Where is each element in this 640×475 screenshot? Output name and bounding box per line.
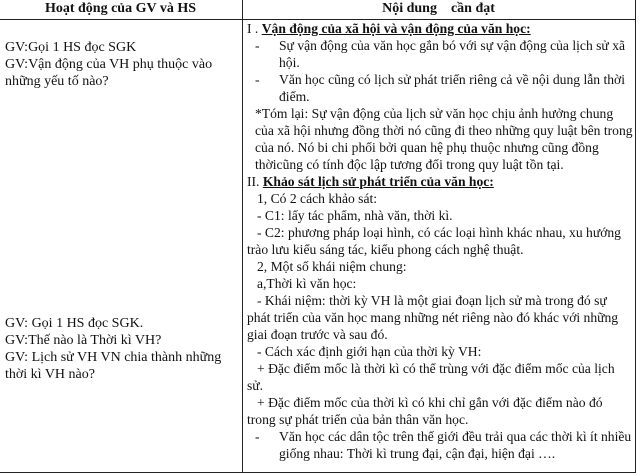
concept-definition: - Khái niệm: thời kỳ VH là một giai đoạn lịch sử mà trong đó sự phát triển của văn học mang những nét riêng nào đó khác với những giai đoạn trước và sau đó. (247, 293, 619, 342)
section-2-title: Khảo sát lịch sử phát triển của văn học: (262, 174, 494, 189)
boundary-point-2: + Đặc điểm mốc của thời kì có khi chỉ gắn với đặc điểm nào đó trong sự phát triển của bản thân văn học. (247, 395, 603, 427)
section-1-title: Vận động của xã hội và vận động của văn học: (261, 21, 531, 36)
activity-block-1 (5, 39, 239, 90)
summary-paragraph: *Tóm lại: Sự vận động của lịch sử văn học chịu ảnh hưởng chung của xã hội nhưng đồng thời nó cũng đi theo những quy luật bên trong của nó. Nó bi chi phối bởi quan hệ phụ thuộc nhưng cũng đồng thờicũng có tính độc lập tương đối trong quy luật tồn tại. (255, 106, 633, 172)
activity-line: GV: Gọi 1 HS đọc SGK. (5, 316, 144, 331)
period-boundary-heading: - Cách xác định giới hạn của thời kỳ VH: (257, 344, 482, 359)
activity-line: GV: Lịch sử VH VN chia thành những thời kì VH nào? (5, 350, 222, 382)
boundary-point-1: + Đặc điểm mốc là thời kì có thể trùng với đặc điểm mốc của lịch sử. (247, 361, 615, 393)
activity-block-2 (5, 315, 239, 383)
bullet-item: - Văn học cũng có lịch sử phát triển riêng cả về nội dung lẫn thời điểm. (255, 72, 625, 104)
subsection-a: a,Thời kì văn học: (257, 276, 357, 291)
method-c1: - C1: lấy tác phẩm, nhà văn, thời kì. (257, 208, 453, 223)
activity-line: GV:Gọi 1 HS đọc SGK (5, 40, 137, 55)
column-divider (242, 0, 243, 472)
bullet-item: - Sự vận động của văn học gắn bó với sự vận động của lịch sử xã hội. (255, 38, 626, 70)
subsection-2: 2, Một số khái niệm chung: (257, 259, 407, 274)
section-1-heading: I . Vận động của xã hội và vận động của văn học: (247, 21, 531, 36)
activity-line: GV:Vận động của VH phụ thuộc vào những yếu tố nào? (5, 57, 213, 89)
method-c2: - C2: phương pháp loại hình, có các loại hình khác nhau, xu hướng trào lưu kiểu sáng tác, kiểu phong cách nghệ thuật. (247, 225, 621, 257)
content-column (247, 20, 633, 462)
subsection-1: 1, Có 2 cách khảo sát: (257, 191, 378, 206)
bullet-item: - Văn học các dân tộc trên thế giới đều trải qua các thời kì ít nhiều giống nhau: Thời kì trung đại, cận đại, hiện đại …. (255, 429, 632, 461)
header-teacher-student-activity: Hoạt động của GV và HS (44, 1, 197, 16)
section-2-heading: II. Khảo sát lịch sử phát triển của văn học: (247, 174, 494, 189)
activity-line: GV:Thế nào là Thời kì VH? (5, 333, 162, 348)
table-header-row (0, 0, 635, 20)
header-content: Nội dung cần đạt (382, 1, 495, 16)
